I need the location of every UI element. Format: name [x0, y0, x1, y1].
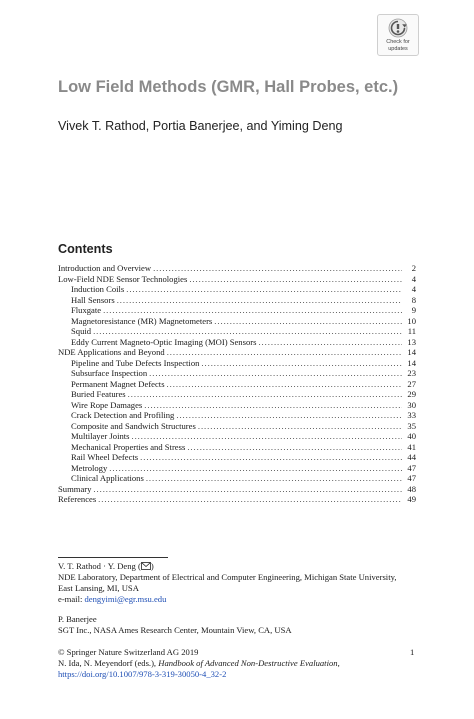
footnote-authors-text: V. T. Rathod · Y. Deng (	[58, 561, 141, 571]
citation-editors: N. Ida, N. Meyendorf (eds.),	[58, 658, 159, 669]
toc-leader-dots	[198, 421, 402, 432]
toc-leader-dots	[98, 494, 402, 505]
toc-leader-dots	[189, 274, 402, 285]
email-label: e-mail:	[58, 594, 85, 605]
toc-entry-page: 10	[407, 315, 416, 326]
toc-entry-label: Rail Wheel Defects	[71, 452, 139, 462]
toc-entry-label: Fluxgate	[71, 305, 102, 315]
toc-entry[interactable]	[58, 263, 416, 274]
toc-entry-label: Eddy Current Magneto-Optic Imaging (MOI) Sensors	[71, 336, 257, 347]
toc-entry-page: 44	[407, 452, 416, 462]
toc-entry-page: 41	[407, 441, 416, 452]
toc-entry-label: Squid	[71, 326, 92, 336]
toc-leader-dots	[131, 431, 402, 442]
copyright-block	[58, 647, 418, 680]
toc-entry[interactable]	[58, 473, 416, 484]
toc-leader-dots	[187, 442, 402, 453]
toc-entry-page: 13	[407, 336, 416, 347]
toc-entry-page: 8	[411, 294, 416, 305]
toc-entry-label: Metrology	[71, 462, 108, 473]
toc-entry-label: Summary	[58, 483, 92, 494]
toc-entry-page: 11	[407, 326, 416, 336]
toc-leader-dots	[167, 379, 402, 390]
toc-entry-page: 4	[411, 284, 416, 294]
footnote-affiliation-1: NDE Laboratory, Department of Electrical and Computer Engineering, Michigan State University,	[58, 572, 397, 583]
toc-leader-dots	[201, 358, 402, 369]
toc-leader-dots	[140, 452, 402, 463]
toc-entry-page: 14	[407, 357, 416, 368]
footnote-authors-line	[58, 561, 428, 572]
citation-book-title: Handbook of Advanced Non-Destructive Evaluation	[158, 658, 338, 669]
toc-leader-dots	[153, 263, 402, 274]
toc-entry[interactable]	[58, 379, 416, 390]
toc-entry-page: 4	[411, 273, 416, 284]
badge-label-line2: updates	[388, 46, 408, 52]
footnote-author-2: P. Banerjee	[58, 614, 97, 625]
check-for-updates-icon	[388, 18, 408, 38]
toc-entry[interactable]	[58, 316, 416, 327]
toc-entry[interactable]	[58, 389, 416, 400]
toc-entry-label: Low-Field NDE Sensor Technologies	[58, 273, 188, 284]
toc-entry[interactable]	[58, 284, 416, 295]
toc-entry-label: Multilayer Joints	[71, 431, 130, 441]
toc-entry[interactable]	[58, 421, 416, 432]
toc-leader-dots	[93, 326, 402, 337]
toc-entry[interactable]	[58, 337, 416, 348]
toc-leader-dots	[117, 295, 402, 306]
page-number: 1	[410, 647, 415, 657]
toc-entry-page: 49	[407, 494, 416, 504]
toc-entry-page: 14	[407, 347, 416, 357]
toc-entry-label: Permanent Magnet Defects	[71, 378, 165, 389]
toc-entry[interactable]	[58, 431, 416, 442]
toc-entry[interactable]	[58, 274, 416, 285]
toc-entry-label: Mechanical Properties and Stress	[71, 441, 186, 452]
toc-entry-label: NDE Applications and Beyond	[58, 347, 165, 357]
toc-entry-label: Wire Rope Damages	[71, 399, 143, 410]
toc-leader-dots	[128, 389, 402, 400]
toc-leader-dots	[146, 473, 402, 484]
chapter-authors: Vivek T. Rathod, Portia Banerjee, and Yiming Deng	[58, 119, 343, 133]
toc-entry-label: Pipeline and Tube Defects Inspection	[71, 357, 200, 368]
toc-entry-label: Induction Coils	[71, 284, 125, 294]
toc-entry[interactable]	[58, 295, 416, 306]
check-for-updates-badge[interactable]	[377, 14, 419, 56]
citation-line	[58, 658, 418, 669]
toc-entry-label: Introduction and Overview	[58, 263, 152, 273]
toc-entry-label: Crack Detection and Profiling	[71, 410, 175, 420]
toc-entry[interactable]	[58, 410, 416, 421]
toc-entry[interactable]	[58, 484, 416, 495]
toc-entry-page: 48	[407, 483, 416, 494]
toc-entry-label: Buried Features	[71, 389, 126, 399]
toc-entry-page: 47	[407, 473, 416, 483]
toc-entry-label: Clinical Applications	[71, 473, 144, 483]
doi-link[interactable]: https://doi.org/10.1007/978-3-319-30050-4_32-2	[58, 669, 227, 680]
toc-leader-dots	[93, 484, 402, 495]
toc-entry-page: 23	[407, 368, 416, 378]
footnote-rule	[58, 557, 168, 558]
toc-entry[interactable]	[58, 347, 416, 358]
toc-entry[interactable]	[58, 400, 416, 411]
toc-entry[interactable]	[58, 368, 416, 379]
author-footnote	[58, 561, 428, 637]
toc-entry[interactable]	[58, 442, 416, 453]
toc-entry-page: 29	[407, 389, 416, 399]
copyright-line: © Springer Nature Switzerland AG 2019	[58, 647, 199, 657]
toc-entry-label: Composite and Sandwich Structures	[71, 420, 196, 431]
footnote-authors-end: )	[150, 561, 154, 571]
toc-entry-label: Magnetoresistance (MR) Magnetometers	[71, 315, 213, 326]
toc-entry-page: 35	[407, 420, 416, 431]
toc-entry-page: 9	[411, 305, 416, 315]
toc-leader-dots	[144, 400, 402, 411]
toc-leader-dots	[149, 368, 402, 379]
footnote-email-line	[58, 594, 428, 605]
contents-heading: Contents	[58, 242, 113, 256]
toc-entry-page: 2	[411, 263, 416, 273]
toc-entry-label: Hall Sensors	[71, 294, 115, 305]
toc-leader-dots	[167, 347, 402, 358]
toc-entry-page: 33	[407, 410, 416, 420]
toc-leader-dots	[109, 463, 402, 474]
toc-entry[interactable]	[58, 452, 416, 463]
toc-entry-page: 47	[407, 462, 416, 473]
toc-leader-dots	[258, 337, 402, 348]
toc-entry[interactable]	[58, 463, 416, 474]
citation-suffix: ,	[337, 658, 340, 669]
footnote-affiliation-2: SGT Inc., NASA Ames Research Center, Mountain View, CA, USA	[58, 625, 292, 636]
toc-leader-dots	[176, 410, 402, 421]
envelope-icon	[141, 562, 151, 570]
toc-entry-page: 27	[407, 378, 416, 389]
toc-entry[interactable]	[58, 358, 416, 369]
toc-entry[interactable]	[58, 326, 416, 337]
toc-entry-page: 40	[407, 431, 416, 441]
badge-label-line1: Check for	[386, 39, 410, 45]
toc-entry-label: Subsurface Inspection	[71, 368, 148, 378]
table-of-contents	[58, 263, 416, 505]
email-link[interactable]: dengyimi@egr.msu.edu	[84, 594, 167, 605]
toc-entry-label: References	[58, 494, 97, 504]
toc-entry[interactable]	[58, 494, 416, 505]
toc-leader-dots	[103, 305, 402, 316]
toc-entry-page: 30	[407, 399, 416, 410]
toc-entry[interactable]	[58, 305, 416, 316]
toc-leader-dots	[126, 284, 402, 295]
toc-leader-dots	[214, 316, 402, 327]
footnote-affiliation-1b: East Lansing, MI, USA	[58, 583, 139, 594]
chapter-title: Low Field Methods (GMR, Hall Probes, etc.)	[58, 78, 399, 96]
doi-line	[58, 669, 418, 680]
